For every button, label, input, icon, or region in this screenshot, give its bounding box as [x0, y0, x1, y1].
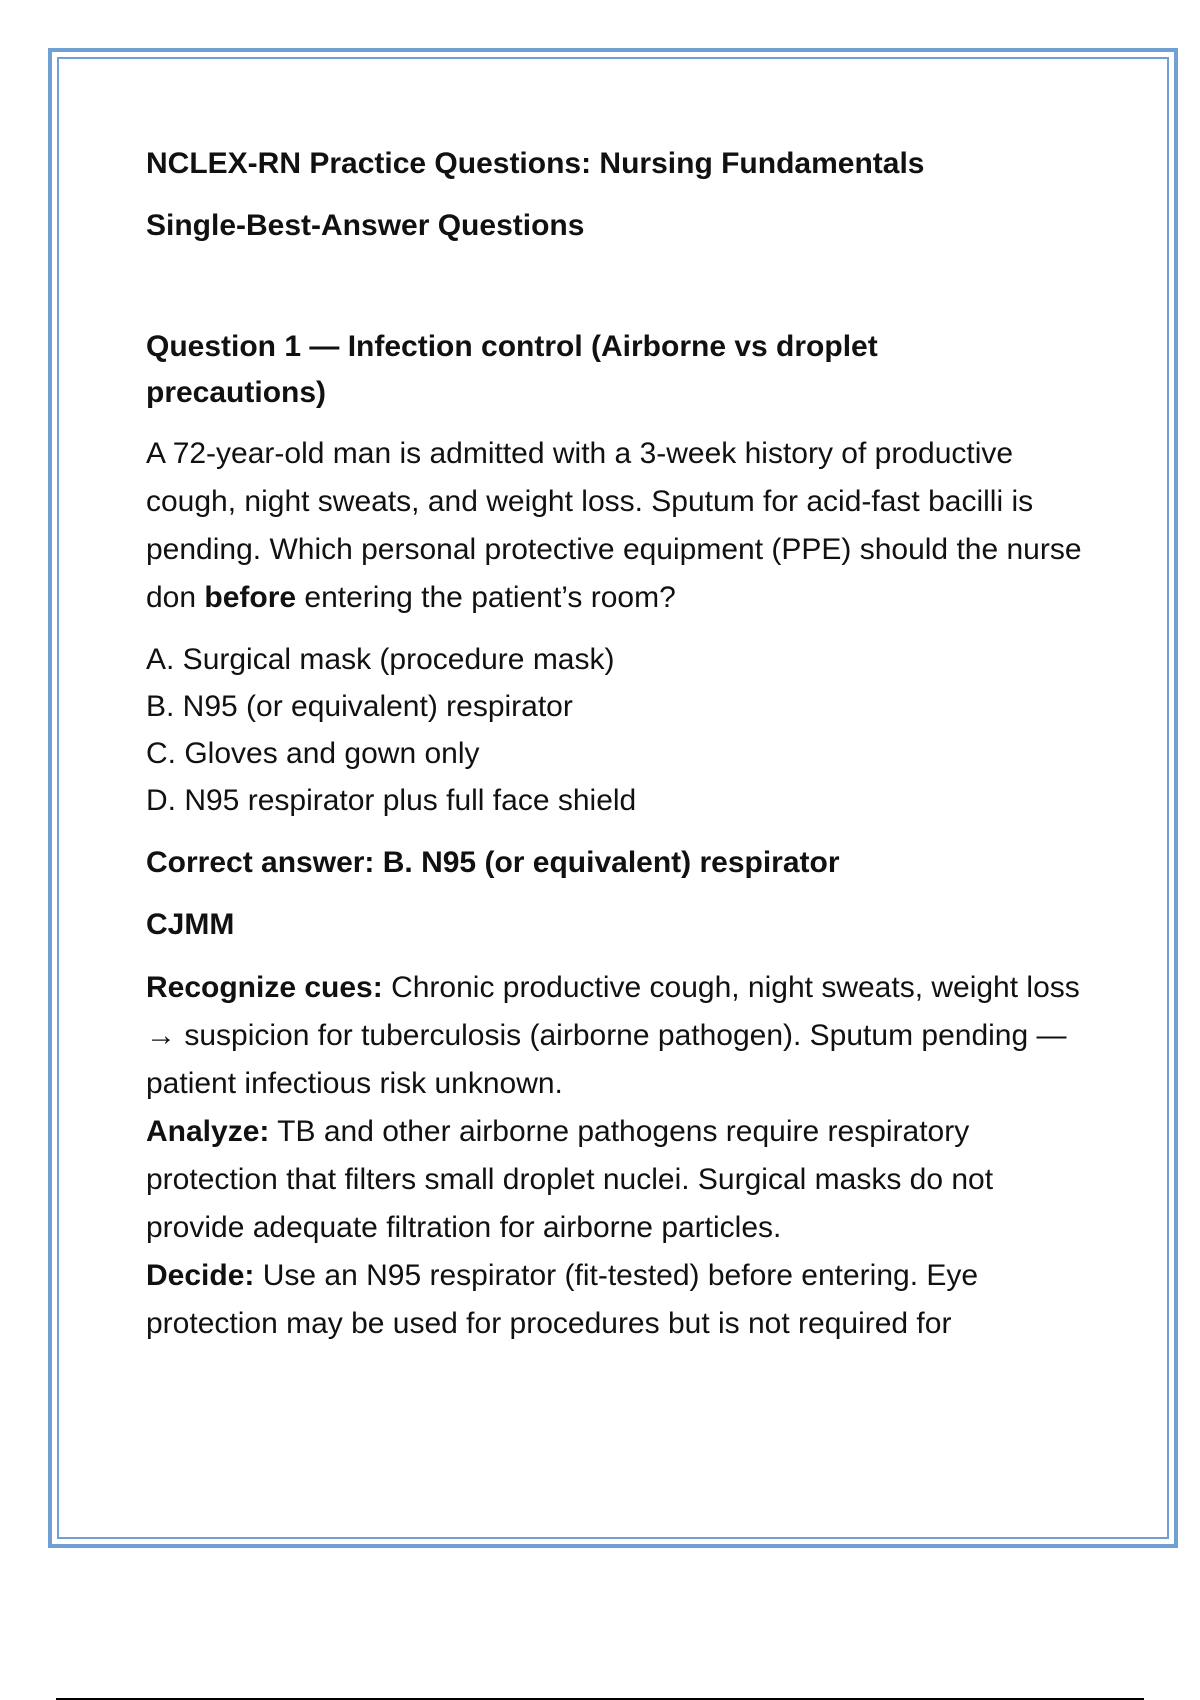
cjmm-heading: CJMM — [146, 908, 235, 941]
decide-label: Decide: — [146, 1259, 255, 1292]
decide-text: Use an N95 respirator (fit-tested) before entering. Eye protection may be used for procedures but is not required for — [146, 1259, 979, 1340]
question-1-stem-emphasis: before — [204, 581, 297, 614]
question-1-options — [146, 636, 1096, 824]
rationale-recognize-cues — [146, 964, 1096, 1108]
question-1-stem — [146, 430, 1096, 622]
question-1-heading-line2: precautions) — [146, 376, 327, 409]
option-c: C. Gloves and gown only — [146, 737, 480, 770]
option-a: A. Surgical mask (procedure mask) — [146, 643, 615, 676]
rationale-analyze — [146, 1108, 1096, 1252]
option-b: B. N95 (or equivalent) respirator — [146, 690, 573, 723]
question-1-stem-part1: A 72-year-old man is admitted with a 3-week history of productive cough, night sweats, and weight loss. Sputum for acid-fast bacilli is pending. Which personal protective equipment (PPE) should the nurse don — [146, 437, 1082, 614]
recognize-cues-text: Chronic productive cough, night sweats, weight loss → suspicion for tuberculosis (airborne pathogen). Sputum pending — patient infectious risk unknown. — [146, 971, 1080, 1100]
correct-answer: Correct answer: B. N95 (or equivalent) respirator — [146, 846, 840, 879]
question-1-heading — [146, 324, 1096, 416]
analyze-label: Analyze: — [146, 1115, 270, 1148]
question-1-heading-line1: Question 1 — Infection control (Airborne vs droplet — [146, 330, 878, 363]
document-content — [146, 142, 1096, 1348]
question-1-stem-part2: entering the patient’s room? — [296, 581, 676, 614]
cjmm-rationale — [146, 964, 1096, 1348]
document-title: NCLEX-RN Practice Questions: Nursing Fundamentals — [146, 147, 925, 180]
option-d: D. N95 respirator plus full face shield — [146, 784, 637, 817]
rationale-decide — [146, 1252, 1096, 1348]
document-subtitle: Single-Best-Answer Questions — [146, 209, 585, 242]
analyze-text: TB and other airborne pathogens require respiratory protection that filters small droplet nuclei. Surgical masks do not provide adequate filtration for airborne particles. — [146, 1115, 994, 1244]
recognize-cues-label: Recognize cues: — [146, 971, 383, 1004]
